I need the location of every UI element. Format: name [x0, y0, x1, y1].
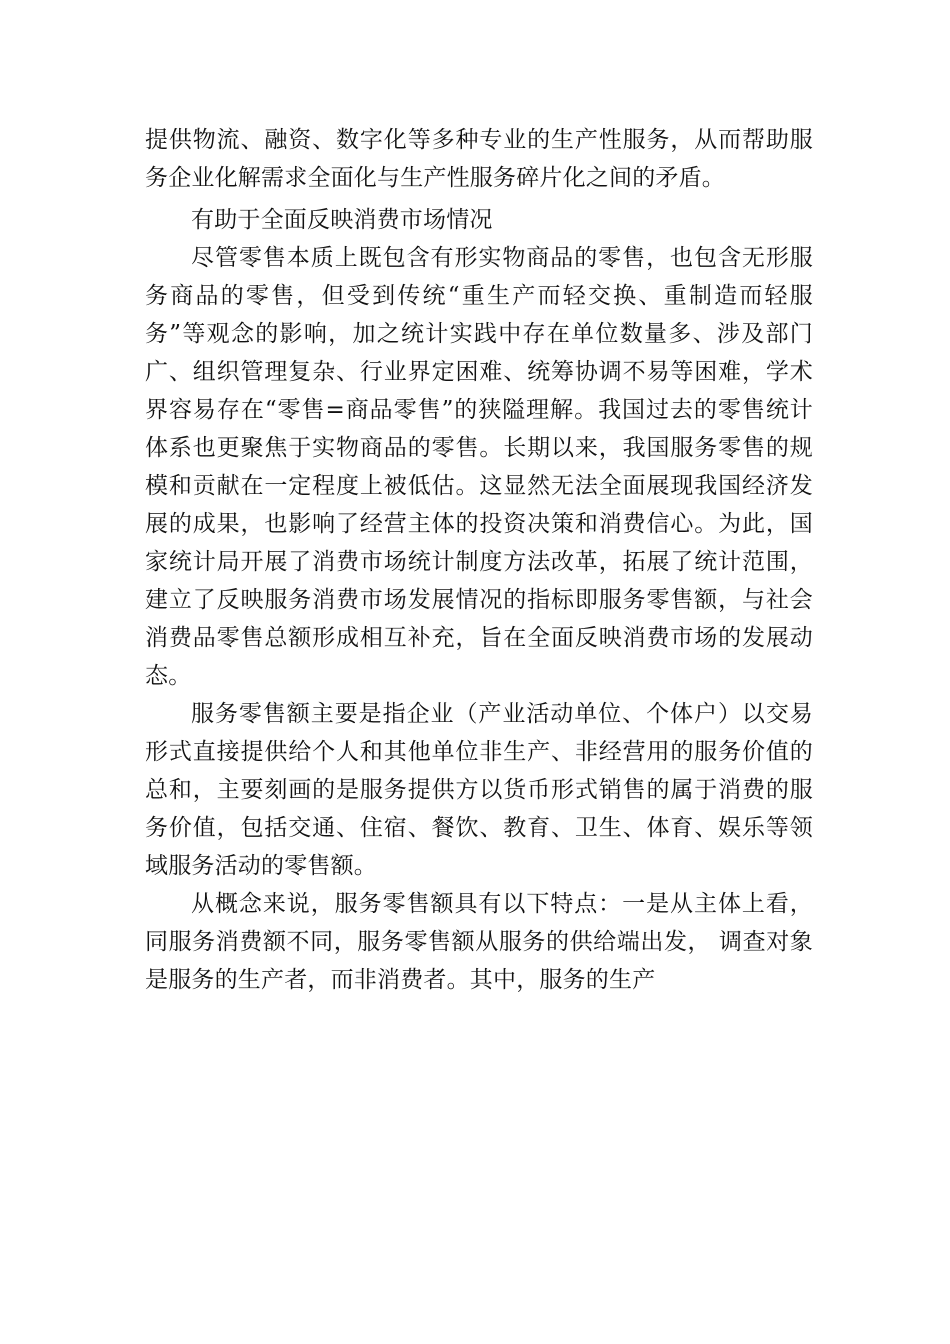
document-body: [145, 121, 813, 999]
paragraph-retail-scope: 尽管零售本质上既包含有形实物商品的零售，也包含无形服务商品的零售，但受到传统“重生产而轻交换、重制造而轻服务”等观念的影响，加之统计实践中存在单位数量多、涉及部门广、组织管理复杂、行业界定困难、统筹协调不易等困难，学术界容易存在“零售=商品零售”的狭隘理解。我国过去的零售统计体系也更聚焦于实物商品的零售。长期以来，我国服务零售的规模和贡献在一定程度上被低估。这显然无法全面展现我国经济发展的成果，也影响了经营主体的投资决策和消费信心。为此，国家统计局开展了消费市场统计制度方法改革，拓展了统计范围，建立了反映服务消费市场发展情况的指标即服务零售额，与社会消费品零售总额形成相互补充，旨在全面反映消费市场的发展动态。: [145, 245, 813, 689]
paragraph-features: 从概念来说，服务零售额具有以下特点：一是从主体上看，同服务消费额不同，服务零售额从服务的供给端出发， 调查对象是服务的生产者，而非消费者。其中，服务的生产: [145, 891, 813, 993]
paragraph-service-retail-definition: 服务零售额主要是指企业（产业活动单位、个体户）以交易形式直接提供给个人和其他单位非生产、非经营用的服务价值的总和，主要刻画的是服务提供方以货币形式销售的属于消费的服务价值，包括交通、住宿、餐饮、教育、卫生、体育、娱乐等领域服务活动的零售额。: [145, 701, 813, 879]
section-heading: 有助于全面反映消费市场情况: [191, 207, 493, 233]
paragraph-continuation: 提供物流、融资、数字化等多种专业的生产性服务，从而帮助服务企业化解需求全面化与生产性服务碎片化之间的矛盾。: [145, 127, 813, 191]
